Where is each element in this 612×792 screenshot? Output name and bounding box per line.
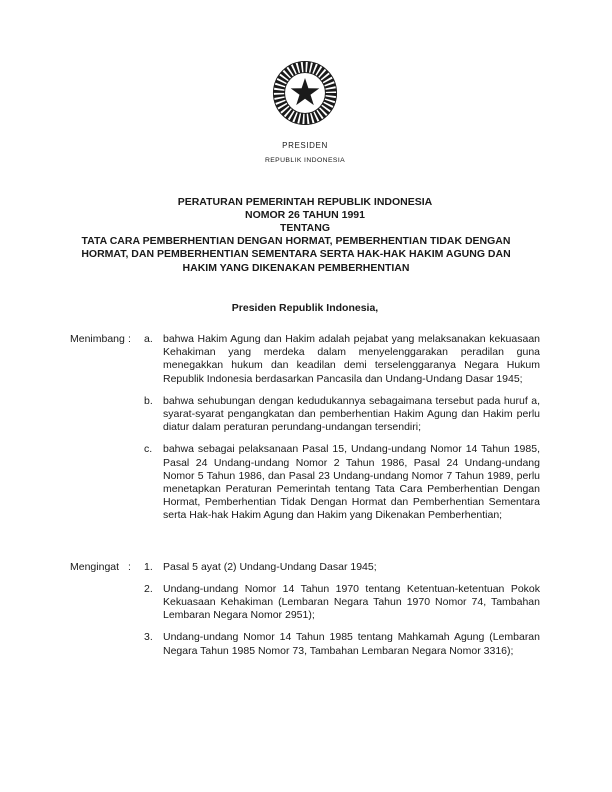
item-text: bahwa sebagai pelaksanaan Pasal 15, Undang-undang Nomor 14 Tahun 1985, Pasal 24 Undang-undang Nomor 2 Tahun 1986, Pasal 24 Undang-undang Nomor 5 Tahun 1986, dan Pasal 23 Undang-undang Nomor 7 Tahun 1989, perlu menetapkan Peraturan Pemerintah tentang Tata Cara Pemberhentian Dengan Hormat, Pemberhentian Tidak Dengan Hormat dan Pemberhentian Sementara serta Hak-hak Hakim Agung dan Hakim yang Dikenakan Pemberhentian; — [163, 443, 540, 522]
regulation-subject: TATA CARA PEMBERHENTIAN DENGAN HORMAT, PEMBERHENTIAN TIDAK DENGAN HORMAT, DAN PEMBERHENTIAN SEMENTARA SERTA HAK-HAK HAKIM AGUNG DAN HAKIM YANG DIKENAKAN PEMBERHENTIAN — [81, 235, 511, 274]
presidential-emblem — [70, 58, 540, 168]
emblem-caption-republik-indonesia: REPUBLIK INDONESIA — [264, 157, 346, 165]
item-marker: c. — [144, 443, 153, 456]
mengingat-items — [144, 561, 540, 658]
item-text: bahwa sehubungan dengan kedudukannya sebagaimana tersebut pada huruf a, syarat-syarat pengangkatan dan pemberhentian Hakim Agung dan Hakim perlu diatur dalam peraturan perundang-undangan tersendiri; — [163, 394, 540, 434]
item-marker: 3. — [144, 631, 153, 644]
salutation: Presiden Republik Indonesia, — [231, 301, 379, 314]
menimbang-section — [70, 333, 540, 523]
mengingat-label: Mengingat — [70, 560, 120, 573]
item-marker: b. — [144, 394, 153, 407]
item-text: Undang-undang Nomor 14 Tahun 1985 tentang Mahkamah Agung (Lembaran Negara Tahun 1985 Nomor 73, Tambahan Lembaran Negara Nomor 3316); — [163, 631, 540, 657]
item-marker: 1. — [144, 560, 153, 573]
mengingat-item-1 — [144, 561, 540, 574]
menimbang-label: Menimbang — [70, 333, 125, 346]
emblem-caption-presiden: PRESIDEN — [282, 141, 328, 151]
tentang-label: TENTANG — [280, 222, 330, 235]
mengingat-section — [70, 561, 540, 658]
item-marker: a. — [144, 333, 153, 346]
star-wreath-icon — [269, 58, 341, 130]
menimbang-separator: : — [128, 333, 131, 346]
mengingat-item-2 — [144, 583, 540, 623]
menimbang-item-a — [144, 333, 540, 386]
menimbang-item-c — [144, 443, 540, 522]
title-block — [70, 196, 540, 275]
menimbang-items — [144, 333, 540, 523]
menimbang-item-b — [144, 395, 540, 435]
regulation-title: PERATURAN PEMERINTAH REPUBLIK INDONESIA — [177, 195, 433, 208]
item-text: bahwa Hakim Agung dan Hakim adalah pejabat yang melaksanakan kekuasaan Kehakiman yang merdeka dalam menyelenggarakan peradilan guna menegakkan hukum dan keadilan demi terselenggaranya Negara Hukum Republik Indonesia berdasarkan Pancasila dan Undang-Undang Dasar 1945; — [163, 333, 540, 385]
item-marker: 2. — [144, 582, 153, 595]
item-text: Pasal 5 ayat (2) Undang-Undang Dasar 1945; — [163, 560, 377, 573]
item-text: Undang-undang Nomor 14 Tahun 1970 tentang Ketentuan-ketentuan Pokok Kekuasaan Kehakiman (Lembaran Negara Tahun 1970 Nomor 74, Tambahan Lembaran Negara Nomor 2951); — [163, 582, 540, 622]
mengingat-item-3 — [144, 631, 540, 657]
regulation-number: NOMOR 26 TAHUN 1991 — [244, 208, 365, 221]
mengingat-separator: : — [128, 560, 131, 573]
